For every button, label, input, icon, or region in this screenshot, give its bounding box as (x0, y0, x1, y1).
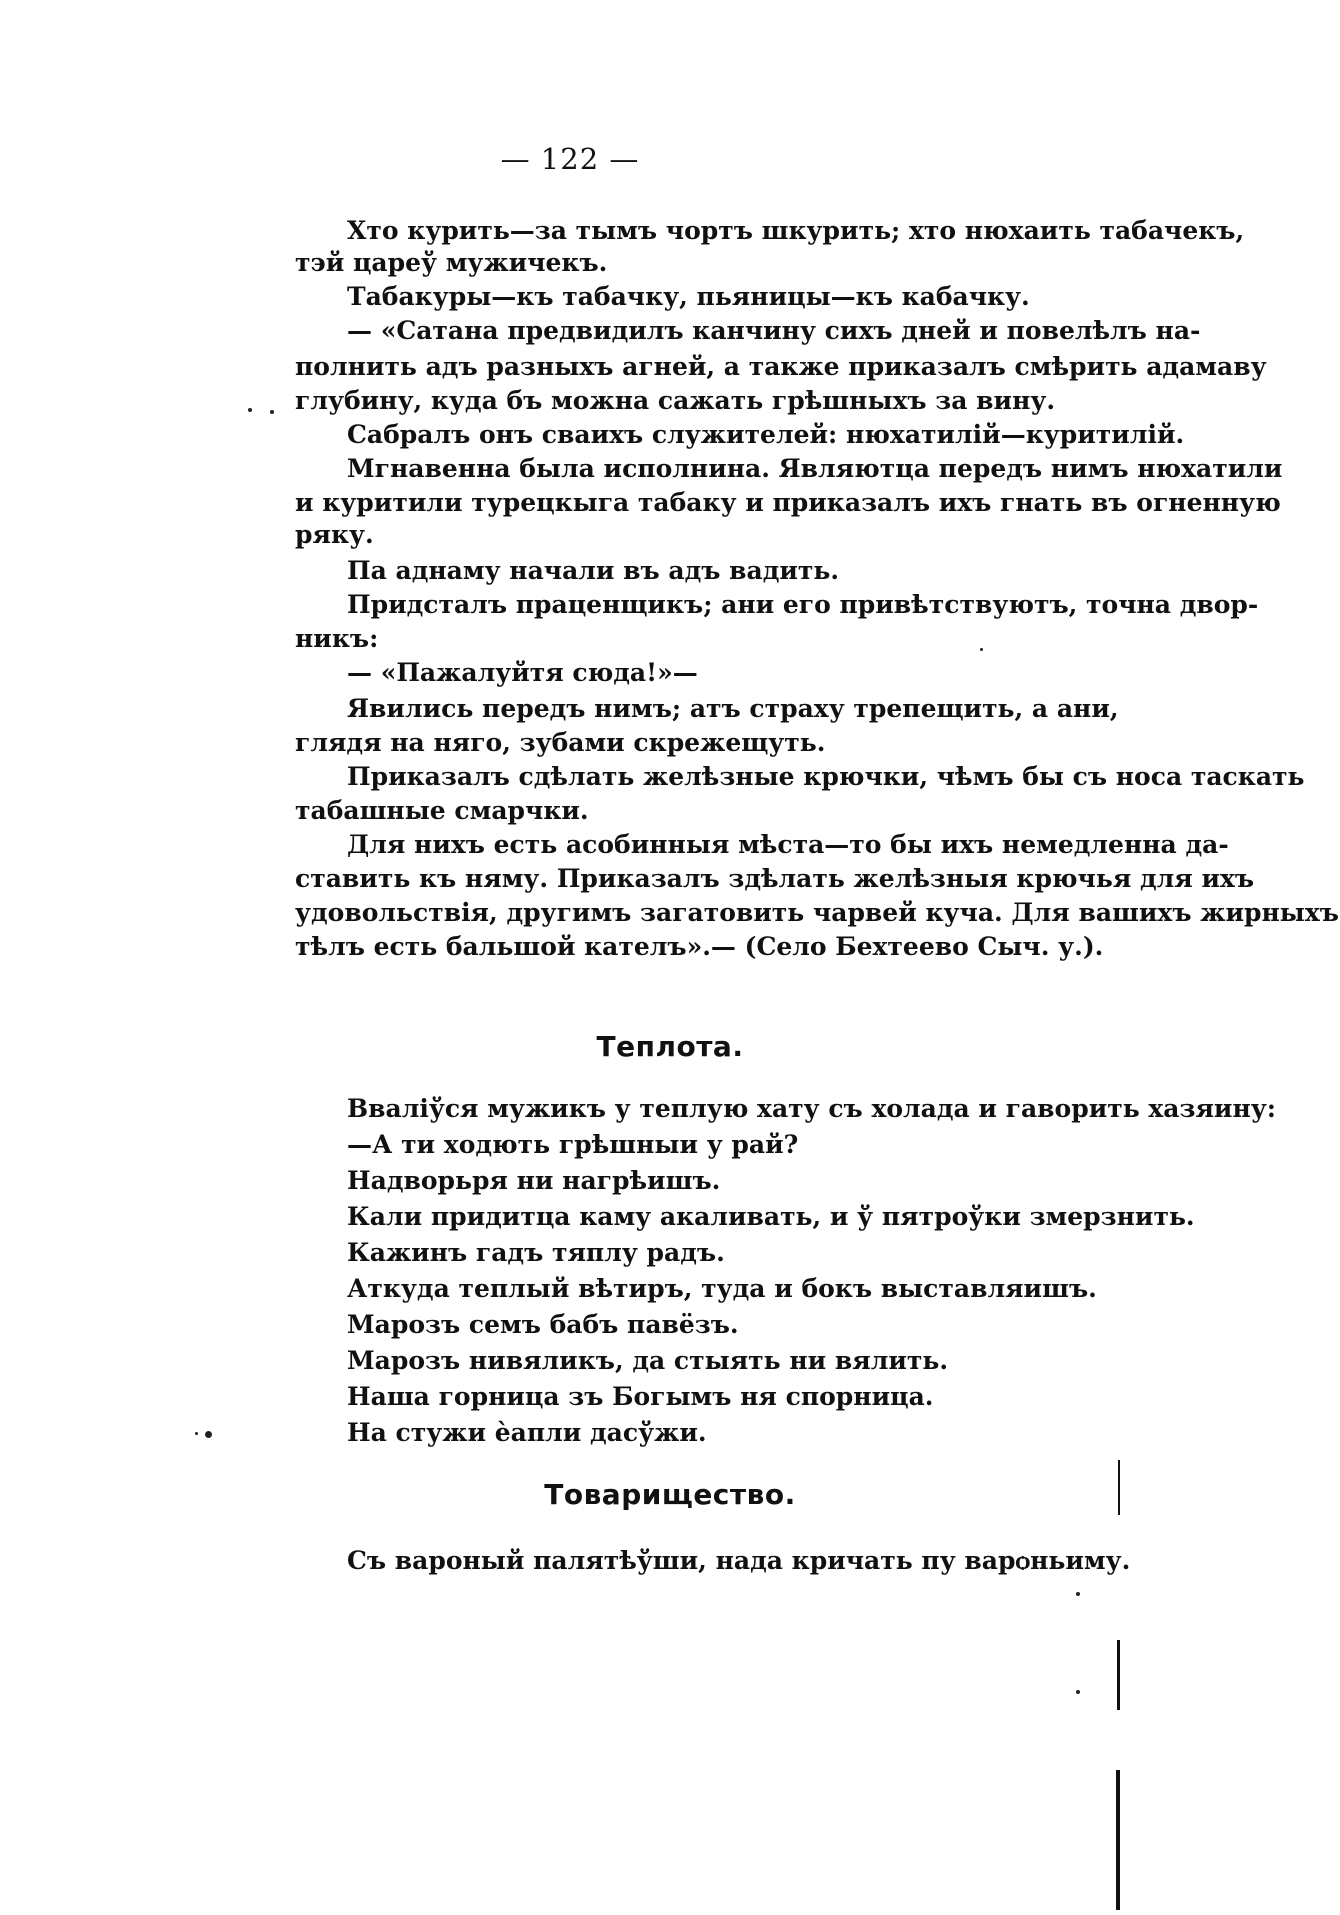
text-line: — «Пажалуйтя сюда!»— (347, 658, 698, 687)
scan-speck (1076, 1690, 1080, 1694)
text-line: —А ти ходють грѣшныи у рай? (347, 1130, 799, 1159)
text-line: Надворьря ни нагрѣишъ. (347, 1166, 721, 1195)
text-line: тэй цареў мужичекъ. (295, 248, 608, 277)
scan-edge-mark (1117, 1640, 1120, 1710)
text-line: Для нихъ есть асобинныя мѣста—то бы ихъ немедленна да- (347, 830, 1229, 859)
scan-speck (270, 410, 274, 414)
text-line: Мгнавенна была исполнина. Являютца передъ нимъ нюхатили (347, 454, 1283, 483)
text-line: ряку. (295, 520, 374, 549)
section-heading-fellowship: Товарищество. (544, 1478, 796, 1511)
scan-edge-mark (1116, 1770, 1120, 1910)
text-line: полнить адъ разныхъ агней, а также приказалъ смѣрить адамаву (295, 352, 1267, 381)
text-line: удовольствія, другимъ загатовить чарвей куча. Для вашихъ жирныхъ (295, 898, 1339, 927)
text-line: глядя на няго, зубами скрежещуть. (295, 728, 826, 757)
text-line: Съ вароный палятѣўши, нада кричать пу варѻньиму. (347, 1546, 1131, 1575)
text-line: Па аднаму начали въ адъ вадить. (347, 556, 840, 585)
scan-speck (205, 1431, 212, 1438)
text-line: Марозъ нивяликъ, да стыять ни вялить. (347, 1346, 949, 1375)
text-line: тѣлъ есть бальшой кателъ».— (Село Бехтеево Сыч. у.). (295, 932, 1104, 961)
text-line: Сабралъ онъ сваихъ служителей: нюхатилій—куритилій. (347, 420, 1185, 449)
scan-speck (195, 1432, 198, 1435)
text-line: глубину, куда бъ можна сажать грѣшныхъ за вину. (295, 386, 1056, 415)
text-line: табашные смарчки. (295, 796, 589, 825)
text-line: Хто курить—за тымъ чортъ шкурить; хто нюхаить табачекъ, (347, 216, 1245, 245)
text-line: Табакуры—къ табачку, пьяницы—къ кабачку. (347, 282, 1030, 311)
section-heading-warmth: Теплота. (596, 1030, 744, 1063)
text-line: Придсталъ праценщикъ; ани его привѣтствуютъ, точна двор- (347, 590, 1259, 619)
text-line: Аткуда теплый вѣтиръ, туда и бокъ выставляишъ. (347, 1274, 1097, 1303)
scan-speck (1076, 1592, 1080, 1596)
text-line: ставить къ няму. Приказалъ здѣлать желѣзныя крючья для ихъ (295, 864, 1255, 893)
text-line: Кажинъ гадъ тяплу радъ. (347, 1238, 725, 1267)
text-line: Наша горница зъ Богымъ ня спорница. (347, 1382, 934, 1411)
text-line: никъ: (295, 624, 379, 653)
page-number: — 122 — (500, 142, 640, 176)
text-line: — «Сатана предвидилъ канчину сихъ дней и повелѣлъ на- (347, 316, 1201, 345)
scan-speck (980, 648, 983, 651)
text-line: На стужи ѐапли дасўжи. (347, 1418, 707, 1447)
text-line: и куритили турецкыга табаку и приказалъ ихъ гнать въ огненную (295, 488, 1281, 517)
text-line: Ввалiўся мужикъ у теплую хату съ холада и гаворить хазяину: (347, 1094, 1277, 1123)
scan-speck (248, 408, 252, 412)
text-line: Явились передъ нимъ; атъ страху трепещить, а ани, (347, 694, 1119, 723)
text-line: Приказалъ сдѣлать желѣзные крючки, чѣмъ бы съ носа таскать (347, 762, 1305, 791)
text-line: Кали придитца каму акаливать, и ў пятроўки змерзнить. (347, 1202, 1195, 1231)
scan-edge-mark (1118, 1460, 1120, 1515)
text-line: Марозъ семъ бабъ павёзъ. (347, 1310, 739, 1339)
